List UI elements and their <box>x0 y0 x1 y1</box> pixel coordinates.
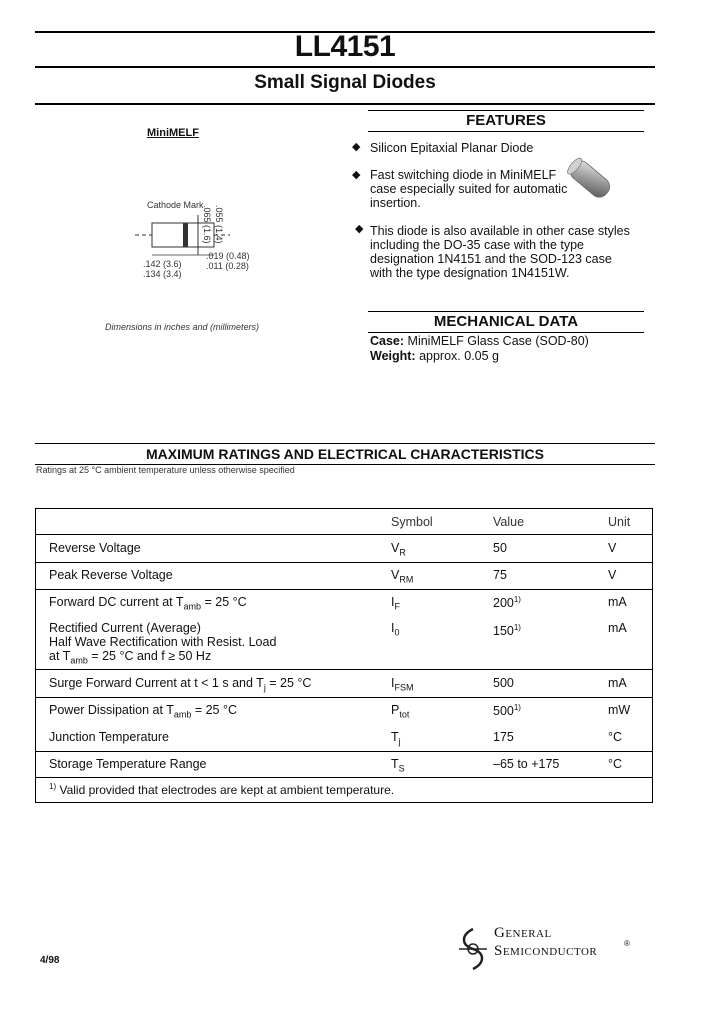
unit-cell: mA <box>608 595 627 609</box>
parameter-cell: Rectified Current (Average) Half Wave Rectification with Resist. Load at $T_{amb} = 25$ °C and f ≥ 50 Hz <box>49 621 277 666</box>
mechanical-bottom-rule <box>368 332 644 333</box>
bullet-icon: ◆ <box>352 141 361 153</box>
cathode-mark-label: Cathode Mark <box>147 200 204 210</box>
parameter-cell: Storage Temperature Range <box>49 757 207 771</box>
value-cell: 500$^{1)}$ <box>493 703 521 719</box>
parameter-cell: Surge Forward Current at t < 1 s and $T_j = 25$ °C <box>49 676 312 693</box>
weight-label: Weight: <box>370 349 416 363</box>
title-rule <box>35 66 655 68</box>
feature-item: This diode is also available in other case styles including the DO-35 case with the type designation 1N4151 and the SOD-123 case with the type designation 1N4151W. <box>370 224 630 280</box>
dim-f: .011 (0.28) <box>206 261 249 271</box>
ratings-note: Ratings at 25 °C ambient temperature unless otherwise specified <box>36 465 295 475</box>
symbol-cell: $T_S$ <box>391 757 405 774</box>
case-line <box>370 334 589 348</box>
row-divider <box>36 562 652 563</box>
column-header-symbol: Symbol <box>391 515 433 529</box>
features-bottom-rule <box>368 131 644 132</box>
unit-cell: mA <box>608 621 627 635</box>
row-divider <box>36 669 652 670</box>
registered-mark: ® <box>624 939 630 948</box>
value-cell: 75 <box>493 568 507 582</box>
symbol-cell: $V_R$ <box>391 541 406 558</box>
bullet-icon: ◆ <box>355 223 364 235</box>
row-divider <box>36 751 652 752</box>
dim-d: .134 (3.4) <box>143 269 182 279</box>
mechanical-top-rule <box>368 311 644 312</box>
symbol-cell: $I_{FSM}$ <box>391 676 414 693</box>
dim-b: .055 (1.4) <box>214 205 224 244</box>
unit-cell: V <box>608 568 617 582</box>
parameter-cell: Forward DC current at $T_{amb} = 25$ °C <box>49 595 247 612</box>
date-code: 4/98 <box>40 955 60 966</box>
row-divider <box>36 534 652 535</box>
feature-item: Fast switching diode in MiniMELF case especially suited for automatic insertion. <box>370 168 568 210</box>
brand-line-1: General <box>494 925 552 941</box>
unit-cell: mW <box>608 703 631 717</box>
subtitle-rule <box>35 103 655 105</box>
case-value: MiniMELF Glass Case (SOD-80) <box>407 334 589 348</box>
ratings-table: Symbol Value Unit Reverse Voltage $V_R$ 50 V Peak Reverse Voltage $V_{RM}$ 75 V Forward DC current at $T_{amb} = 25$ °C $I_F$ 200$^{1)}$ mA Rectified Current (Average) Half Wave Rectification with Resist. Load at $T_{amb} = 25$ °C and f ≥ 50 Hz $I_0$ 150$^{1)}$ mA Surge Forward Current at t < 1 s and $T_j = 25$ °C $I_{FSM}$ 500 mA Power Dissipation at $T_{amb} = 25$ °C $P_{tot}$ 500$^{1)}$ mW Junction Temperature $T_j$ 175 °C Storage Temperature Range $T_S$ –65 to +175 °C $^{1)}$ Valid provided that electrodes are kept at ambient temperature. <box>35 508 653 803</box>
features-heading: FEATURES <box>466 112 546 129</box>
symbol-cell: $P_{tot}$ <box>391 703 410 720</box>
part-number: LL4151 <box>294 30 396 63</box>
column-header-unit: Unit <box>608 515 631 529</box>
ratings-top-rule <box>35 443 655 444</box>
symbol-cell: $V_{RM}$ <box>391 568 414 585</box>
parameter-cell: Peak Reverse Voltage <box>49 568 173 582</box>
value-cell: 175 <box>493 730 514 744</box>
mechanical-heading: MECHANICAL DATA <box>433 313 579 330</box>
diagram-caption: Dimensions in inches and (millimeters) <box>105 322 260 332</box>
features-top-rule <box>368 110 644 111</box>
general-semiconductor-logo-icon <box>455 925 491 973</box>
minimelf-package-icon <box>560 152 620 207</box>
value-cell: 500 <box>493 676 514 690</box>
unit-cell: °C <box>608 757 623 771</box>
page-subtitle: Small Signal Diodes <box>254 72 436 93</box>
column-header-value: Value <box>493 515 525 529</box>
symbol-cell: $I_F$ <box>391 595 400 612</box>
row-divider <box>36 777 652 778</box>
unit-cell: mA <box>608 676 627 690</box>
dim-e: .019 (0.48) <box>206 251 250 261</box>
parameter-cell: Junction Temperature <box>49 730 169 744</box>
parameter-cell: Reverse Voltage <box>49 541 141 555</box>
weight-value: approx. 0.05 g <box>419 349 499 363</box>
unit-cell: °C <box>608 730 623 744</box>
feature-item: Silicon Epitaxial Planar Diode <box>370 141 534 155</box>
package-label: MiniMELF <box>147 127 199 139</box>
unit-cell: V <box>608 541 617 555</box>
dim-c: .142 (3.6) <box>143 259 182 269</box>
case-label: Case: <box>370 334 405 348</box>
symbol-cell: $T_j$ <box>391 730 401 747</box>
brand-line-2: Semiconductor <box>494 943 598 959</box>
value-cell: 200$^{1)}$ <box>493 595 521 611</box>
dim-a: .065 (1.6) <box>202 205 212 244</box>
value-cell: –65 to +175 <box>493 757 560 771</box>
weight-line <box>370 349 499 363</box>
parameter-cell: Power Dissipation at $T_{amb} = 25$ °C <box>49 703 237 720</box>
bullet-icon: ◆ <box>352 169 361 181</box>
symbol-cell: $I_0$ <box>391 621 400 638</box>
value-cell: 150$^{1)}$ <box>493 623 521 639</box>
ratings-heading: MAXIMUM RATINGS AND ELECTRICAL CHARACTERISTICS <box>146 446 544 462</box>
value-cell: 50 <box>493 541 507 555</box>
row-divider <box>36 589 652 590</box>
row-divider <box>36 697 652 698</box>
